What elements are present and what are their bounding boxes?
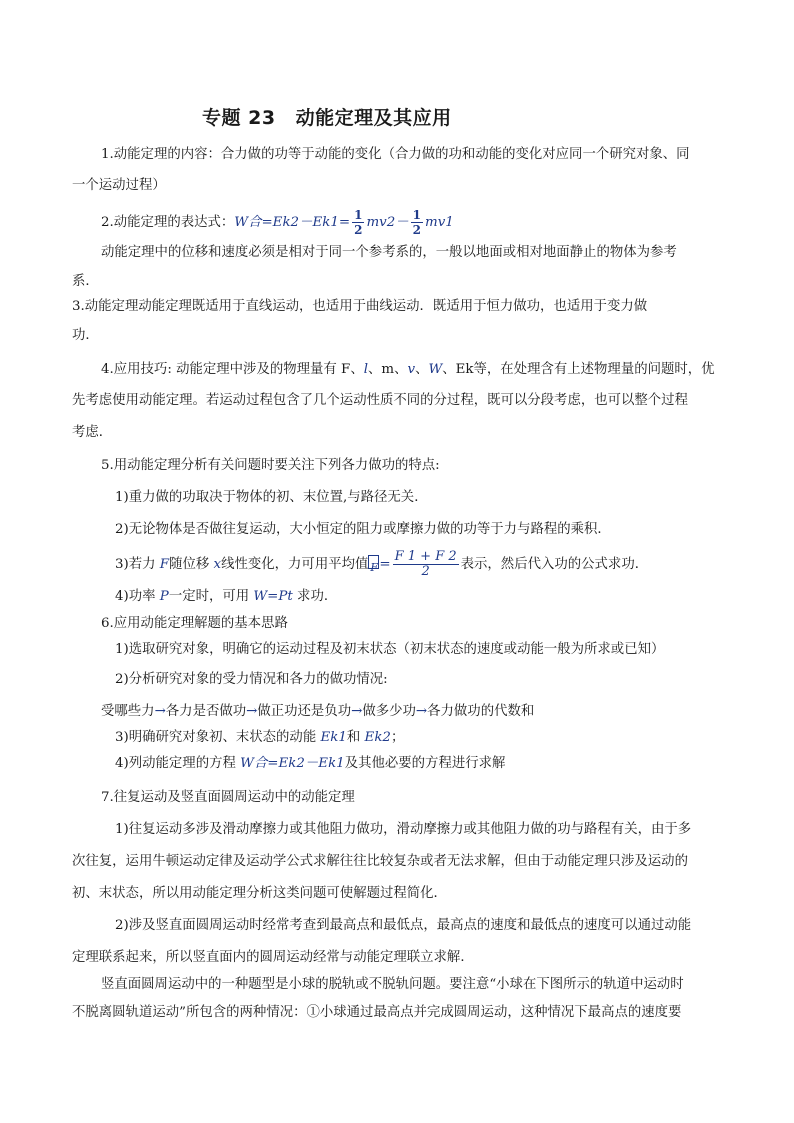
symbol-w: W — [428, 362, 443, 377]
para-6-heading: 5.用动能定理分析有关问题时要关注下列各力做功的特点: — [101, 458, 440, 473]
page-title — [202, 103, 452, 130]
para-7-item-3 — [115, 728, 404, 748]
theorem-equation: W合=Ek2－Ek1 — [240, 756, 345, 771]
fraction-half-2 — [411, 208, 423, 237]
fraction-half-1 — [352, 208, 364, 237]
mv2-term: mv2 — [366, 215, 396, 230]
para-5-line-2: 先考虑使用动能定理。若运动过程包含了几个运动性质不同的分过程，既可以分段考虑，也可以整个过程 — [72, 393, 688, 408]
text-segment: 及其他必要的方程进行求解 — [344, 756, 506, 771]
para-8-item-1-line-1: 1)往复运动多涉及滑动摩擦力或其他阻力做功，滑动摩擦力或其他阻力做的功与路程有关，由于多 — [115, 822, 692, 837]
text-segment: 、 — [415, 362, 429, 377]
text-segment: ； — [390, 730, 405, 745]
para-8-item-2-line-2: 定理联系起来，所以竖直面内的圆周运动经常与动能定理联立求解． — [72, 950, 474, 965]
para-5-line-3: 考虑． — [72, 425, 113, 440]
text-segment: 求功． — [292, 589, 338, 604]
text-segment: 3)明确研究对象初、末状态的动能 — [115, 730, 321, 745]
para-9-line-1: 竖直面圆周运动中的一种题型是小球的脱轨或不脱轨问题。要注意“小球在下图所示的轨道中运动时 — [101, 977, 684, 992]
fraction-numerator: 1 — [354, 208, 363, 222]
fraction-numerator: F 1 + F 2 — [394, 549, 457, 564]
fraction-denominator: 2 — [412, 223, 422, 237]
analysis-flow — [101, 702, 534, 722]
para-7-item-1: 1)选取研究对象，明确它的运动过程及初末状态（初末状态的速度或动能一般为所求或已知） — [115, 642, 665, 657]
para-5-line-1 — [101, 360, 715, 380]
title-main: 动能定理及其应用 — [295, 107, 452, 129]
para-2-formula — [101, 208, 454, 237]
fraction-numerator: 1 — [412, 208, 422, 222]
para-7-heading: 6.应用动能定理解题的基本思路 — [101, 616, 288, 631]
symbol-f: F — [159, 557, 170, 572]
text-segment: 线性变化，力可用平均值 — [221, 557, 369, 572]
para-8-item-2-line-1: 2)涉及竖直面圆周运动时经常考查到最高点和最低点，最高点的速度和最低点的速度可以通过动能 — [115, 918, 692, 933]
flow-step: 各力是否做功 — [165, 704, 247, 719]
text-segment: 3)若力 — [115, 557, 160, 572]
para-9-line-2: 不脱离圆轨道运动”所包含的两种情况：①小球通过最高点并完成圆周运动，这种情况下最高点的速度要 — [72, 1005, 682, 1020]
equals-sign: = — [379, 557, 391, 572]
para-1-line-1: 1.动能定理的内容：合力做的功等于动能的变化（合力做的功和动能的变化对应同一个研究对象、同 — [101, 147, 690, 162]
symbol-v: v — [407, 362, 416, 377]
para-1-line-2: 一个运动过程） — [72, 178, 166, 193]
average-force-symbol — [368, 555, 379, 569]
symbol-ek1: Ek1 — [320, 730, 347, 745]
arrow-right-icon: → — [154, 704, 166, 719]
text-segment: 4)功率 — [115, 589, 160, 604]
fraction-denominator: 2 — [393, 564, 459, 579]
symbol-p: P — [159, 589, 169, 604]
para-4-line-1: 3.动能定理动能定理既适用于直线运动，也适用于曲线运动．既适用于恒力做功，也适用于变力做 — [72, 299, 648, 314]
para-6-item-3 — [115, 550, 648, 580]
para-8-heading: 7.往复运动及竖直面圆周运动中的动能定理 — [101, 790, 355, 805]
minus-sign: － — [395, 215, 409, 230]
flow-step: 受哪些力 — [101, 704, 155, 719]
para-6-item-1: 1)重力做的功取决于物体的初、末位置,与路径无关． — [115, 490, 428, 505]
symbol-l: l — [363, 362, 369, 377]
para-2-label: 2.动能定理的表达式： — [101, 215, 235, 230]
mv1-term: mv1 — [425, 215, 454, 230]
text-segment: 随位移 — [169, 557, 214, 572]
arrow-right-icon: → — [415, 704, 428, 719]
para-3-line-2: 系． — [72, 274, 99, 289]
arrow-right-icon: → — [351, 704, 363, 719]
para-7-item-2: 2)分析研究对象的受力情况和各力的做功情况: — [115, 672, 388, 687]
work-energy-formula: W合=Ek2－Ek1= — [234, 215, 351, 230]
para-6-item-2: 2)无论物体是否做往复运动，大小恒定的阻力或摩擦力做的功等于力与路程的乘积． — [115, 522, 611, 537]
para-3-line-1: 动能定理中的位移和速度必须是相对于同一个参考系的，一般以地面或相对地面静止的物体为参考 — [101, 245, 677, 260]
symbol-x: x — [213, 557, 222, 572]
text-segment: 4.应用技巧: 动能定理中涉及的物理量有 F、 — [101, 362, 364, 377]
fraction-denominator: 2 — [354, 223, 363, 237]
arrow-right-icon: → — [246, 704, 258, 719]
para-4-line-2: 功． — [72, 328, 99, 343]
symbol-ek2: Ek2 — [364, 730, 391, 745]
text-segment: 和 — [346, 730, 365, 745]
para-7-item-4 — [115, 754, 505, 774]
text-segment: 一定时，可用 — [168, 589, 254, 604]
power-work-formula: W=Pt — [253, 589, 293, 604]
flow-step: 各力做功的代数和 — [427, 704, 535, 719]
text-segment: 、Ek等，在处理含有上述物理量的问题时，优 — [442, 362, 715, 377]
text-segment: 、m、 — [368, 362, 408, 377]
para-8-item-1-line-2: 次往复，运用牛顿运动定律及运动学公式求解往往比较复杂或者无法求解，但由于动能定理只涉及运动的 — [72, 854, 688, 869]
text-segment: 表示，然后代入功的公式求功． — [460, 557, 649, 572]
title-prefix: 专题 23 — [202, 107, 276, 129]
flow-step: 做正功还是负功 — [257, 704, 352, 719]
flow-step: 做多少功 — [362, 704, 416, 719]
text-segment: 4)列动能定理的方程 — [115, 756, 241, 771]
para-8-item-1-line-3: 初、末状态，所以用动能定理分析这类问题可使解题过程简化． — [72, 886, 447, 901]
average-force-fraction — [393, 550, 459, 579]
para-6-item-4 — [115, 587, 337, 607]
